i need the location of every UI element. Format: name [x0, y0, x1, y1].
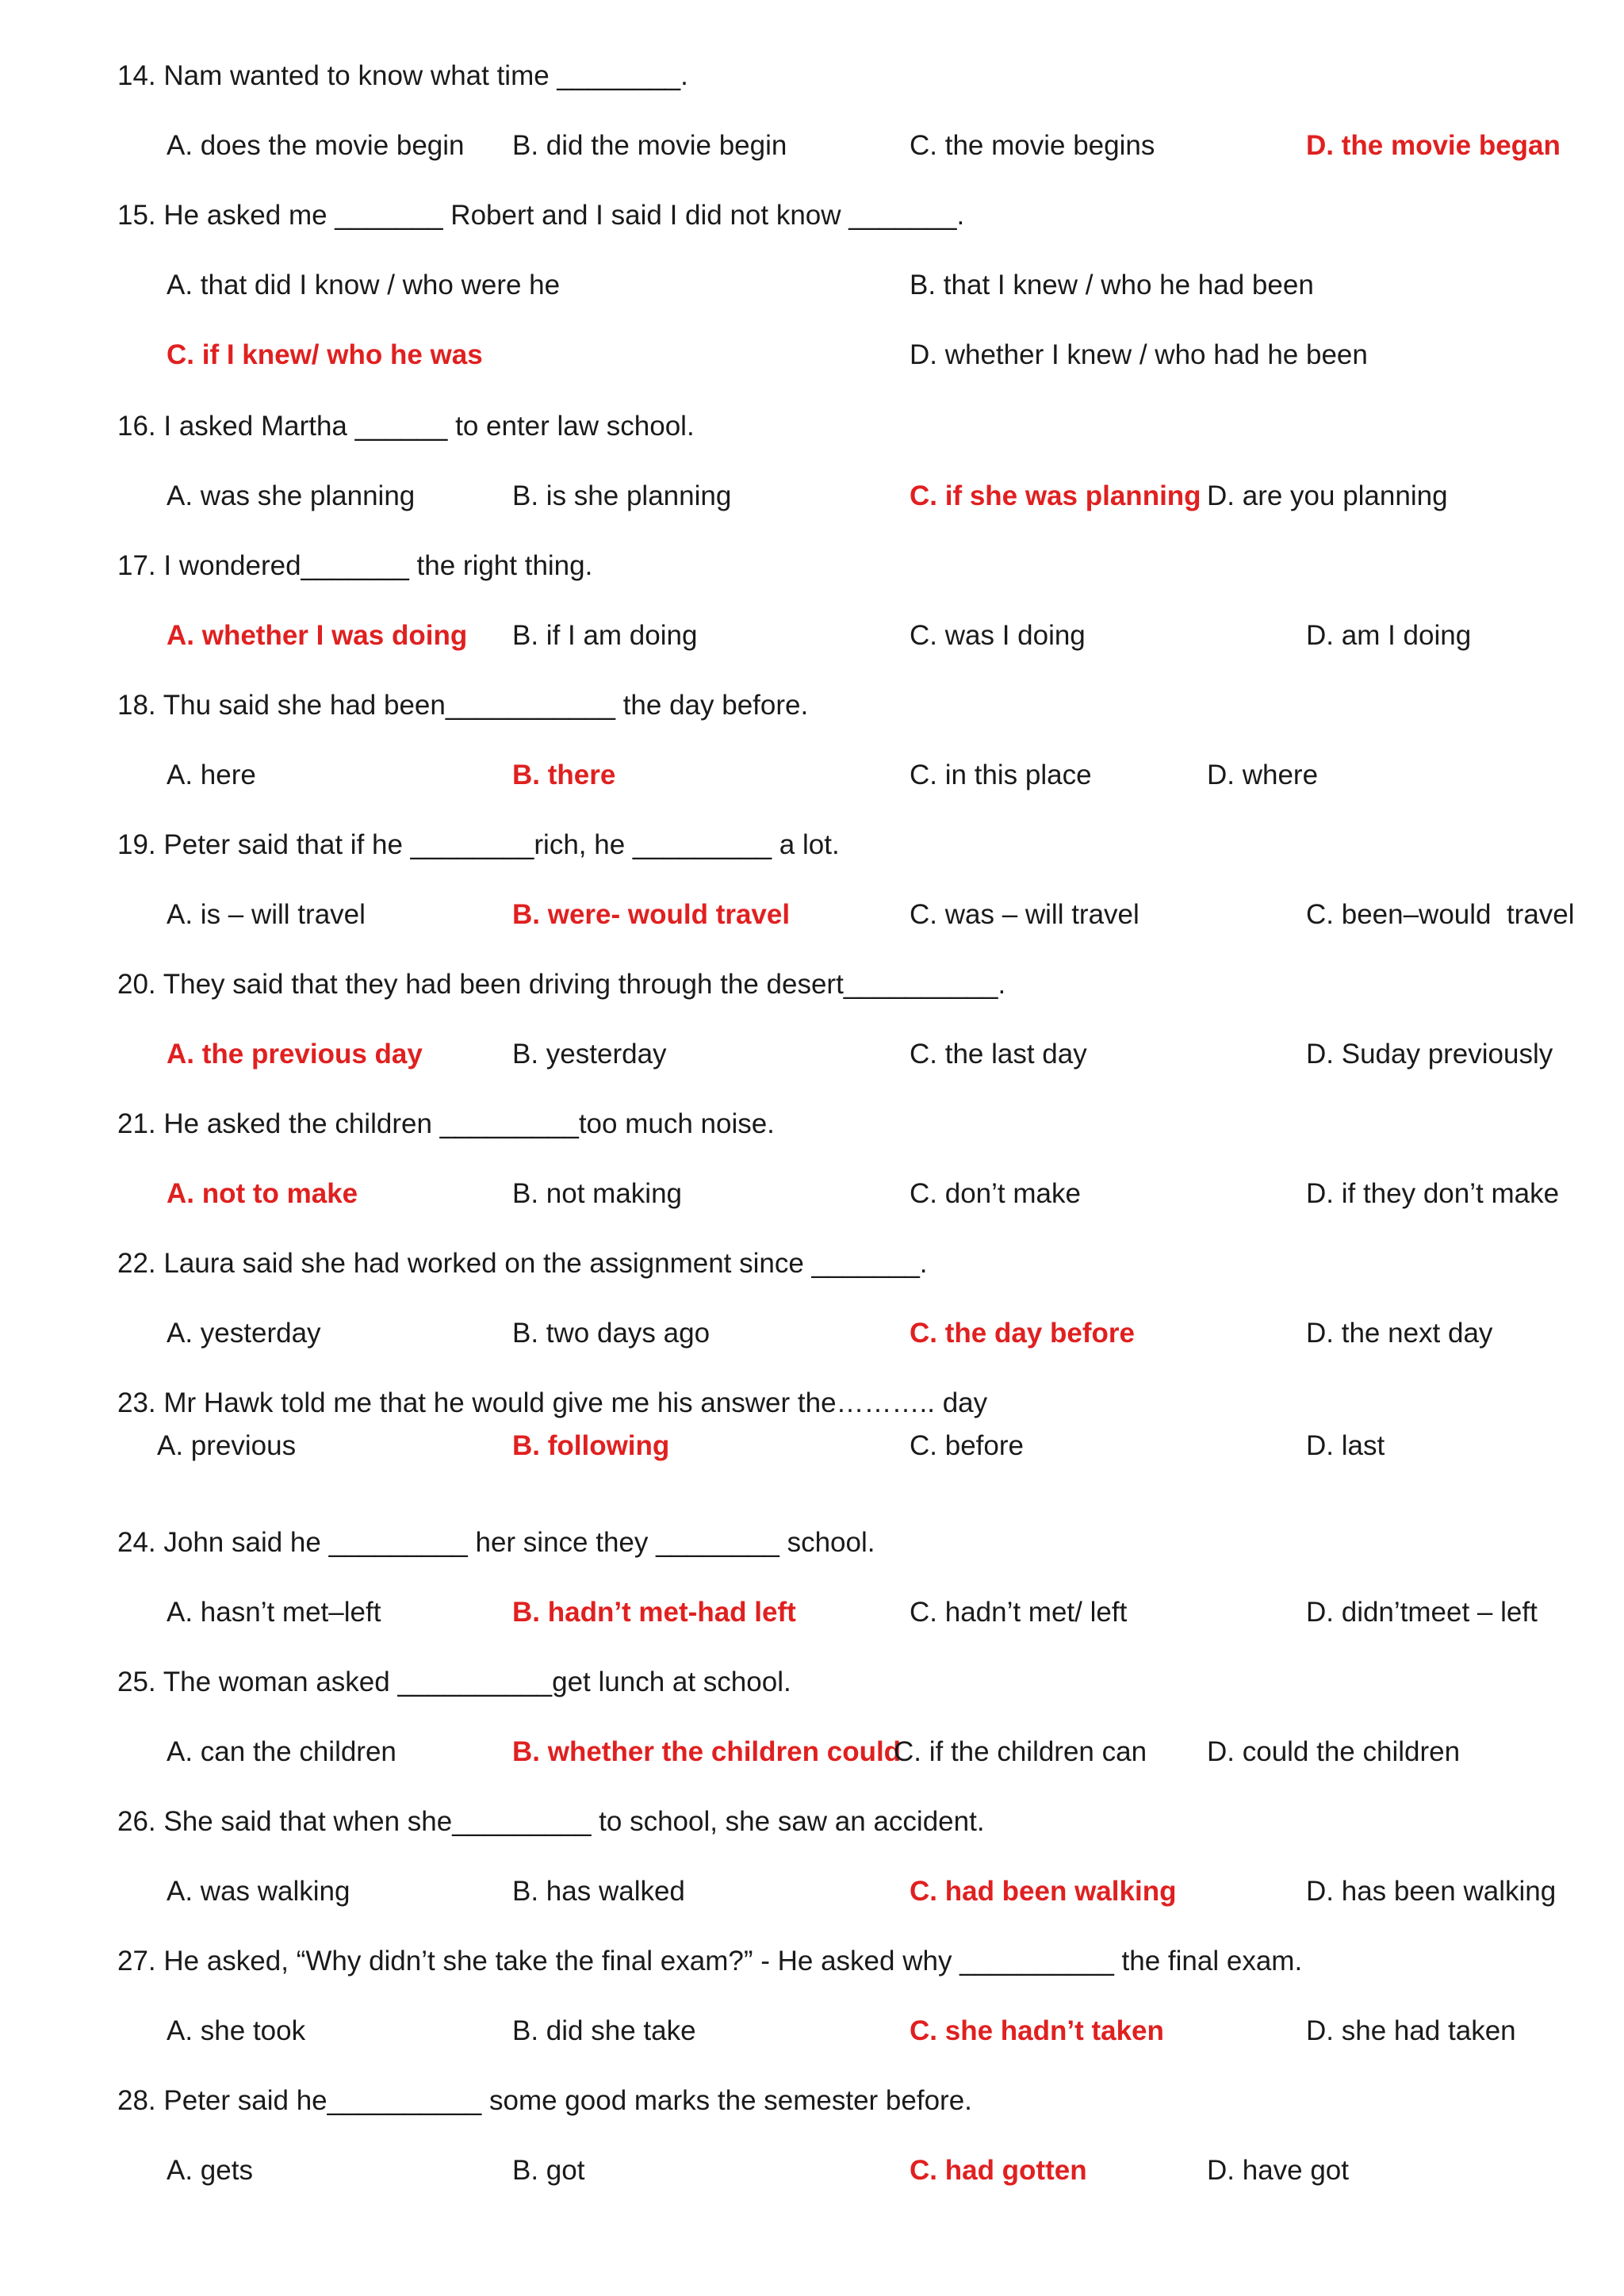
- answer-option: D. could the children: [1207, 1736, 1461, 1767]
- answer-option: D. are you planning: [1207, 480, 1448, 511]
- correct-answer-option: D. the movie began: [1306, 130, 1561, 161]
- question-stem: 27. He asked, “Why didn’t she take the final exam?” - He asked why __________ the final exam.: [117, 1946, 1303, 1976]
- question-stem: 20. They said that they had been driving through the desert__________.: [117, 969, 1006, 1000]
- correct-answer-option: C. she hadn’t taken: [910, 2015, 1164, 2046]
- correct-answer-option: A. not to make: [167, 1178, 358, 1209]
- question-stem: 23. Mr Hawk told me that he would give me his answer the……….. day: [117, 1387, 988, 1418]
- answer-option: C. been–would travel: [1306, 899, 1575, 930]
- answer-option: D. if they don’t make: [1306, 1178, 1560, 1209]
- question-stem: 26. She said that when she_________ to school, she saw an accident.: [117, 1806, 985, 1837]
- question-stem: 17. I wondered_______ the right thing.: [117, 550, 593, 581]
- correct-answer-option: C. had gotten: [910, 2155, 1087, 2186]
- answer-option: C. was – will travel: [910, 899, 1139, 930]
- question-stem: 25. The woman asked __________get lunch at school.: [117, 1667, 791, 1697]
- question-stem: 21. He asked the children _________too much noise.: [117, 1108, 775, 1139]
- correct-answer-option: C. if I knew/ who he was: [167, 339, 483, 370]
- answer-option: D. Suday previously: [1306, 1039, 1553, 1070]
- answer-option: D. am I doing: [1306, 620, 1472, 651]
- correct-answer-option: C. if she was planning: [910, 480, 1201, 511]
- correct-answer-option: A. the previous day: [167, 1039, 423, 1070]
- correct-answer-option: B. were- would travel: [512, 899, 791, 930]
- question-stem: 15. He asked me _______ Robert and I said I did not know _______.: [117, 200, 965, 231]
- correct-answer-option: B. following: [512, 1430, 670, 1461]
- answer-option: B. that I knew / who he had been: [910, 270, 1314, 300]
- answer-option: A. does the movie begin: [167, 130, 465, 161]
- answer-option: D. whether I knew / who had he been: [910, 339, 1368, 370]
- answer-option: A. gets: [167, 2155, 253, 2186]
- answer-option: D. where: [1207, 760, 1319, 790]
- answer-option: C. if the children can: [894, 1736, 1147, 1767]
- correct-answer-option: B. whether the children could: [512, 1736, 902, 1767]
- correct-answer-option: B. hadn’t met-had left: [512, 1597, 796, 1628]
- answer-option: D. didn’tmeet – left: [1306, 1597, 1538, 1628]
- answer-option: A. was walking: [167, 1876, 350, 1907]
- question-stem: 22. Laura said she had worked on the assignment since _______.: [117, 1248, 928, 1279]
- answer-option: C. was I doing: [910, 620, 1086, 651]
- answer-option: B. has walked: [512, 1876, 685, 1907]
- answer-option: D. has been walking: [1306, 1876, 1557, 1907]
- answer-option: C. hadn’t met/ left: [910, 1597, 1128, 1628]
- correct-answer-option: C. the day before: [910, 1318, 1135, 1349]
- answer-option: A. she took: [167, 2015, 306, 2046]
- answer-option: A. here: [167, 760, 256, 790]
- answer-option: A. is – will travel: [167, 899, 366, 930]
- question-stem: 24. John said he _________ her since they ________ school.: [117, 1527, 875, 1558]
- answer-option: B. did she take: [512, 2015, 696, 2046]
- question-stem: 18. Thu said she had been___________ the day before.: [117, 690, 809, 721]
- answer-option: D. have got: [1207, 2155, 1349, 2186]
- answer-option: D. the next day: [1306, 1318, 1493, 1349]
- answer-option: C. don’t make: [910, 1178, 1081, 1209]
- answer-option: B. if I am doing: [512, 620, 698, 651]
- correct-answer-option: A. whether I was doing: [167, 620, 468, 651]
- answer-option: A. can the children: [167, 1736, 396, 1767]
- question-stem: 16. I asked Martha ______ to enter law school.: [117, 411, 695, 442]
- answer-option: C. the last day: [910, 1039, 1087, 1070]
- answer-option: C. in this place: [910, 760, 1092, 790]
- answer-option: A. hasn’t met–left: [167, 1597, 381, 1628]
- answer-option: B. is she planning: [512, 480, 732, 511]
- correct-answer-option: B. there: [512, 760, 616, 790]
- answer-option: B. not making: [512, 1178, 682, 1209]
- answer-option: D. she had taken: [1306, 2015, 1516, 2046]
- question-stem: 28. Peter said he__________ some good marks the semester before.: [117, 2085, 972, 2116]
- answer-option: A. that did I know / who were he: [167, 270, 561, 300]
- answer-option: A. was she planning: [167, 480, 416, 511]
- question-stem: 14. Nam wanted to know what time ________.: [117, 60, 688, 91]
- answer-option: B. yesterday: [512, 1039, 667, 1070]
- answer-option: B. got: [512, 2155, 585, 2186]
- question-stem: 19. Peter said that if he ________rich, he _________ a lot.: [117, 829, 840, 860]
- correct-answer-option: C. had been walking: [910, 1876, 1177, 1907]
- answer-option: A. previous: [157, 1430, 297, 1461]
- answer-option: B. two days ago: [512, 1318, 710, 1349]
- answer-option: C. before: [910, 1430, 1024, 1461]
- answer-option: B. did the movie begin: [512, 130, 787, 161]
- answer-option: D. last: [1306, 1430, 1385, 1461]
- answer-option: C. the movie begins: [910, 130, 1155, 161]
- answer-option: A. yesterday: [167, 1318, 321, 1349]
